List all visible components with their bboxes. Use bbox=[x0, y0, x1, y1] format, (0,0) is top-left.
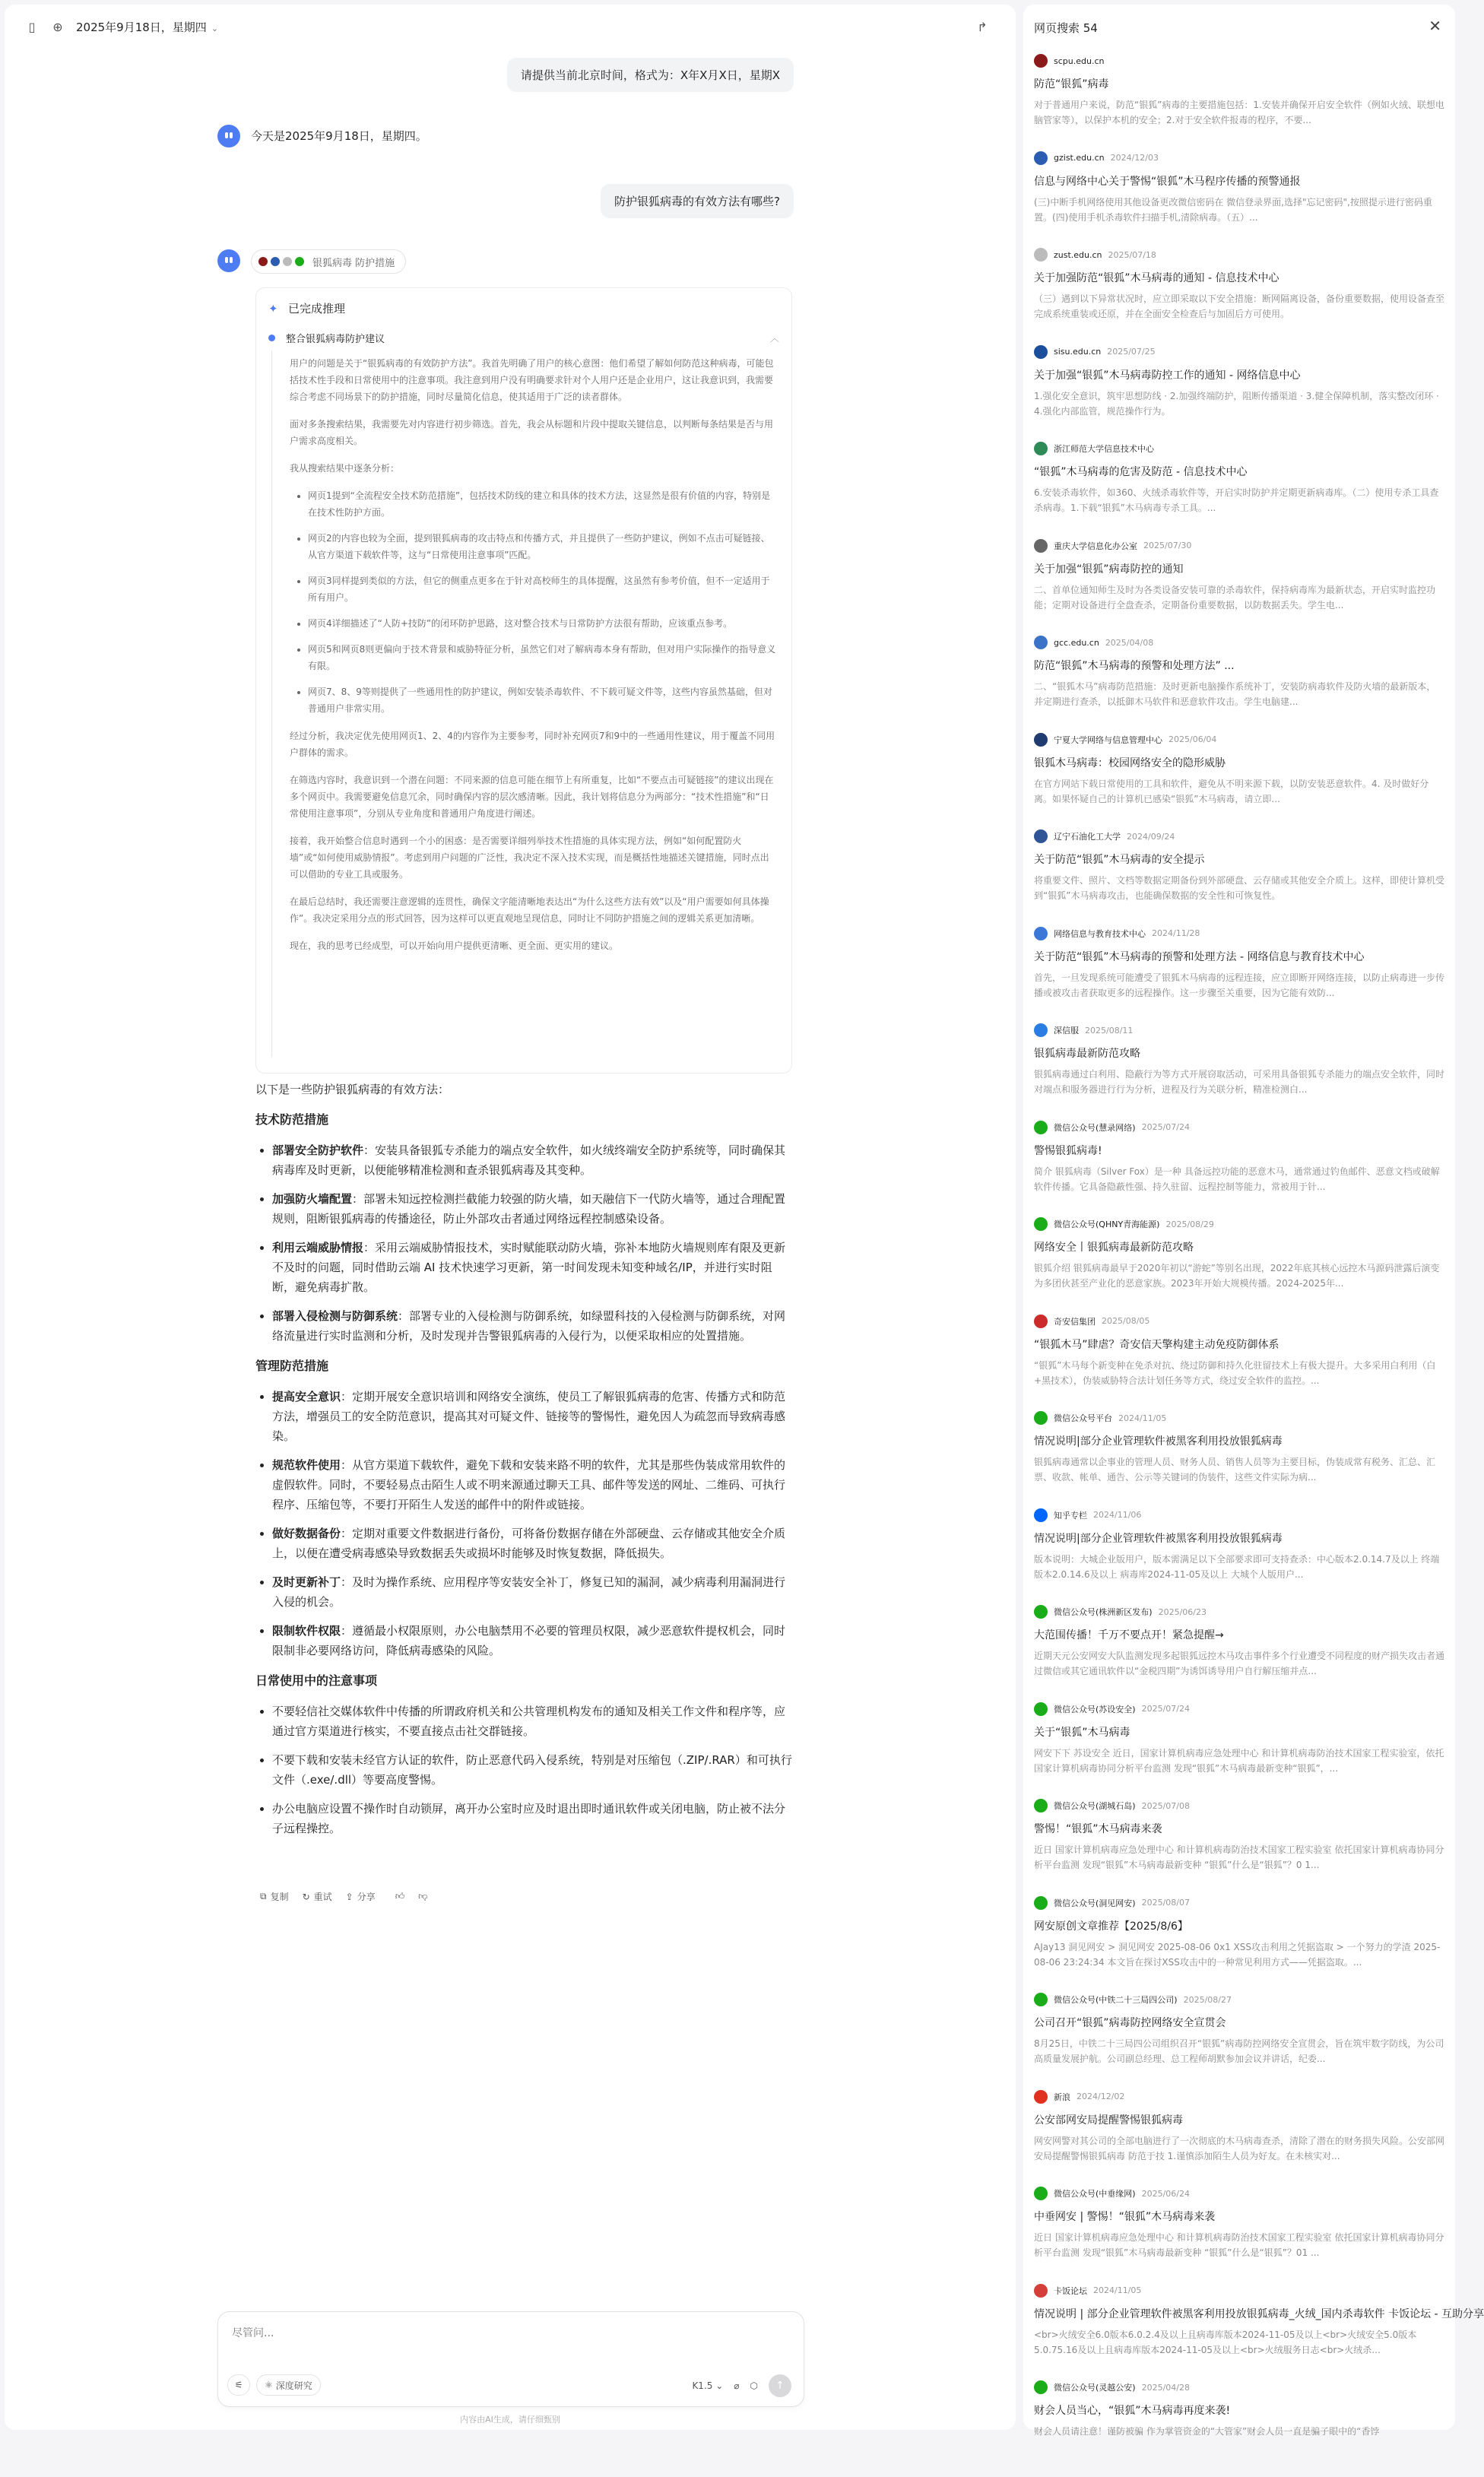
result-title[interactable]: 银狐病毒最新防范攻略 bbox=[1034, 1048, 1140, 1060]
result-snippet: 在官方网站下载日常使用的工具和软件，避免从不明来源下载，以防安装恶意软件。4. 及时做好分离。如果怀疑自己的计算机已感染“银狐”木马病毒，请立即... bbox=[1034, 778, 1429, 804]
result-date: 2024/12/02 bbox=[1077, 2092, 1125, 2101]
result-meta bbox=[1034, 926, 1444, 941]
site-favicon-icon bbox=[1034, 2380, 1048, 2394]
reasoning-paragraph: 在筛选内容时，我意识到一个潜在问题：不同来源的信息可能在细节上有所重复，比如“不要点击可疑链接”的建议出现在多个网页中。我需要避免信息冗余，同时确保内容的层次感清晰。因此，我计划将信息分为两部分：“技术性措施”和“日常使用注意事项”，分别从专业角度和普通用户角度进行阐述。 bbox=[290, 775, 774, 819]
item-text: ：遵循最小权限原则，办公电脑禁用不必要的管理员权限，减少恶意软件提权机会，同时限制非必要网络访问，降低病毒感染的风险。 bbox=[272, 1624, 786, 1657]
result-title[interactable]: 公司召开“银狐”病毒防控网络安全宣贯会 bbox=[1034, 2017, 1226, 2029]
answer-list-item: • 不要下载和安装未经官方认证的软件，防止恶意代码入侵系统，特别是对压缩包（.ZIP/.RAR）和可执行文件（.exe/.dll）等要高度警惕。 bbox=[272, 1750, 792, 1790]
site-favicon-icon bbox=[1034, 1508, 1048, 1522]
item-text: ：及时为操作系统、应用程序等安装安全补丁，修复已知的漏洞，减少病毒利用漏洞进行入侵的机会。 bbox=[272, 1575, 786, 1609]
reasoning-list-item: • 网页2的内容也较为全面，提到银狐病毒的攻击特点和传播方式，并且提供了一些防护建议，例如不点击可疑链接、从官方渠道下载软件等，这与“日常使用注意事项”匹配。 bbox=[308, 530, 776, 563]
result-date: 2025/08/07 bbox=[1141, 1898, 1190, 1908]
result-site: 微信公众号(灵越公安) bbox=[1054, 2383, 1136, 2393]
result-meta bbox=[1034, 1314, 1444, 1329]
search-result-item[interactable] bbox=[1034, 1410, 1444, 1508]
result-meta bbox=[1034, 1508, 1444, 1523]
result-meta bbox=[1034, 829, 1444, 844]
result-date: 2025/07/08 bbox=[1141, 1800, 1190, 1811]
result-site: 辽宁石油化工大学 bbox=[1054, 832, 1121, 842]
result-title[interactable]: 关于加强“银狐”木马病毒防控工作的通知 - 网络信息中心 bbox=[1034, 369, 1301, 382]
result-snippet: <br>火绒安全6.0版本6.0.2.4及以上且病毒库版本2024-11-05及以上<br>火绒安全5.0版本5.0.75.16及以上且病毒库版本2024-11-05及以上<br>火绒服务日志<br>火绒杀... bbox=[1034, 2329, 1417, 2355]
reasoning-paragraph: 在最后总结时，我还需要注意逻辑的连贯性，确保文字能清晰地表达出“为什么这些方法有效”以及“用户需要如何具体操作”。我决定采用分点的形式回答，因为这样可以更直观地呈现信息，同时让不同防护措施之间的逻辑关系更加清晰。 bbox=[290, 896, 769, 924]
result-site: scpu.edu.cn bbox=[1054, 56, 1105, 66]
reasoning-list-item: • 网页5和网页8则更偏向于技术背景和威胁特征分析，虽然它们对了解病毒本身有帮助，但对用户实际操作的指导意义有限。 bbox=[308, 641, 776, 674]
search-result-item[interactable] bbox=[1034, 1314, 1444, 1411]
result-title[interactable]: 财会人员当心，“银狐”木马病毒再度来袭! bbox=[1034, 2405, 1231, 2417]
result-date: 2025/06/23 bbox=[1158, 1606, 1207, 1617]
result-meta bbox=[1034, 2283, 1444, 2298]
item-text: ：从官方渠道下载软件，避免下载和安装来路不明的软件，尤其是那些伪装成常用软件的虚假软件。同时，不要轻易点击陌生人或不明来源通过聊天工具、邮件等发送的网址、二维码、可执行程序、压缩包等，不要打开陌生人发送的邮件中的附件或链接。 bbox=[272, 1458, 786, 1511]
site-favicon-icon bbox=[1034, 54, 1048, 68]
site-favicon-icon bbox=[1034, 539, 1048, 553]
item-text: ：部署专业的入侵检测与防御系统，如绿盟科技的入侵检测与防御系统，对网络流量进行实时监测和分析，及时发现并告警银狐病毒的入侵行为，以便采取相应的处置措施。 bbox=[272, 1309, 786, 1343]
result-title[interactable]: 警惕银狐病毒! bbox=[1034, 1144, 1102, 1157]
result-snippet: 简介 银狐病毒（Silver Fox）是一种 具备远控功能的恶意木马，通常通过钓鱼邮件、恶意文档或破解软件传播。它具备隐蔽性强、持久驻留、远程控制等能力，常被用于针... bbox=[1034, 1166, 1440, 1192]
result-site: 浙江师范大学信息技术中心 bbox=[1054, 444, 1154, 454]
search-result-item[interactable] bbox=[1034, 1023, 1444, 1120]
reasoning-panel bbox=[255, 287, 792, 1074]
result-meta bbox=[1034, 1702, 1444, 1717]
result-meta bbox=[1034, 1992, 1444, 2007]
result-meta bbox=[1034, 151, 1444, 166]
source-favicon bbox=[270, 256, 281, 267]
search-results-panel bbox=[1023, 5, 1484, 2437]
chat-header bbox=[5, 5, 1016, 50]
result-meta bbox=[1034, 344, 1444, 360]
answer-intro: 以下是一些防护银狐病毒的有效方法： bbox=[255, 1083, 450, 1096]
chat-pane bbox=[5, 5, 1016, 2430]
reasoning-paragraph: 面对多条搜索结果，我需要先对内容进行初步筛选。首先，我会从标题和片段中提取关键信息，以判断每条结果是否与用户需求高度相关。 bbox=[290, 419, 774, 446]
item-heading: 提高安全意识 bbox=[272, 1390, 341, 1403]
answer-list bbox=[272, 1387, 792, 1660]
result-snippet: 网安网警对其公司的全部电脑进行了一次彻底的木马病毒查杀，清除了潜在的财务损失风险。公安部网安局提醒警惕银狐病毒 防范于技 1.谨慎添加陌生人员为好友。在未核实对... bbox=[1034, 2135, 1445, 2161]
prompt-input[interactable] bbox=[232, 2327, 764, 2339]
search-result-item[interactable] bbox=[1034, 151, 1444, 248]
answer-body bbox=[255, 1080, 792, 1847]
chevron-up-icon[interactable]: ︿ bbox=[769, 333, 779, 344]
result-title[interactable]: 警惕！“银狐”木马病毒来袭 bbox=[1034, 1823, 1162, 1835]
result-title[interactable]: 防范“银狐”木马病毒的预警和处理方法” ... bbox=[1034, 660, 1235, 672]
site-favicon-icon bbox=[1034, 442, 1048, 455]
answer-list-item bbox=[272, 1621, 792, 1660]
answer-list-item bbox=[272, 1140, 792, 1180]
section-heading: 技术防范措施 bbox=[255, 1112, 329, 1127]
reasoning-list-item: • 网页4详细描述了“人防+技防”的闭环防护思路，这对整合技术与日常防护方法很有帮助，应该重点参考。 bbox=[308, 615, 776, 632]
search-result-item[interactable] bbox=[1034, 1508, 1444, 1605]
result-title[interactable]: 关于加强“银狐”病毒防控的通知 bbox=[1034, 563, 1184, 576]
result-snippet: 银狐病毒通常以企事业的管理人员、财务人员、销售人员等为主要目标，伪装成常有税务、汇总、汇票、收款、帐单、通告、公示等关键词的伪装件，这些文件实际为病... bbox=[1034, 1457, 1436, 1483]
answer-list-item: • 不要轻信社交媒体软件中传播的所谓政府机关和公共管理机构发布的通知及相关工作文件和程序等，应通过官方渠道进行核实，不要直接点击社交群链接。 bbox=[272, 1702, 792, 1741]
item-heading: 利用云端威胁情报 bbox=[272, 1241, 364, 1254]
result-site: 卡饭论坛 bbox=[1054, 2285, 1087, 2296]
item-text: ：定期开展安全意识培训和网络安全演练，使员工了解银狐病毒的危害、传播方式和防范方法，增强员工的安全防范意识，提高其对可疑文件、链接等的警惕性，避免因人为疏忽而导致病毒感染。 bbox=[272, 1390, 786, 1443]
result-title[interactable]: 中垂网安 | 警惕！“银狐”木马病毒来袭 bbox=[1034, 2211, 1216, 2223]
sliders-icon: ⚟ bbox=[234, 2380, 243, 2390]
site-favicon-icon bbox=[1034, 2187, 1048, 2200]
item-heading: 及时更新补丁 bbox=[272, 1575, 341, 1589]
answer-list-item bbox=[272, 1189, 792, 1229]
retry-button[interactable] bbox=[303, 1890, 332, 1903]
result-meta bbox=[1034, 53, 1444, 68]
item-heading: 部署安全防护软件 bbox=[272, 1143, 364, 1157]
atom-icon: ⚛ bbox=[265, 2380, 273, 2390]
search-result-item[interactable] bbox=[1034, 1798, 1444, 1895]
result-title[interactable]: 公安部网安局提醒警惕银狐病毒 bbox=[1034, 2114, 1183, 2127]
sidebar-toggle-icon[interactable]: ▯ bbox=[28, 20, 36, 34]
result-snippet: 二、首单位通知师生及时为各类设备安装可靠的杀毒软件，保持病毒库为最新状态，开启实时监控功能；定期对设备进行全盘查杀，定期备份重要数据，以防数据丢失。学生电... bbox=[1034, 584, 1436, 611]
site-favicon-icon bbox=[1034, 2090, 1048, 2104]
search-result-item[interactable] bbox=[1034, 2186, 1444, 2283]
copy-label: 复制 bbox=[270, 1892, 289, 1902]
model-selector[interactable] bbox=[692, 2380, 723, 2391]
result-site: sisu.edu.cn bbox=[1054, 347, 1102, 357]
copy-button[interactable] bbox=[260, 1890, 289, 1903]
item-heading: 部署入侵检测与防御系统 bbox=[272, 1309, 398, 1323]
reasoning-paragraph: 经过分析，我决定优先使用网页1、2、4的内容作为主要参考，同时补充网页7和9中的一些通用性建议，用于覆盖不同用户群体的需求。 bbox=[290, 731, 775, 758]
site-favicon-icon bbox=[1034, 1605, 1048, 1619]
result-title[interactable]: 信息与网络中心关于警惕“银狐”木马程序传播的预警通报 bbox=[1034, 175, 1301, 188]
reasoning-paragraph: 现在，我的思考已经成型，可以开始向用户提供更清晰、更全面、更实用的建议。 bbox=[290, 940, 619, 951]
answer-list-item bbox=[272, 1455, 792, 1514]
search-result-item[interactable] bbox=[1034, 441, 1444, 538]
attach-icon[interactable]: ⌀ bbox=[734, 2380, 740, 2391]
result-snippet: AJay13 洞见网安 > 洞见网安 2025-08-06 0x1 XSS攻击利用之凭据盗取 > 一个努力的学渣 2025-08-06 23:24:34 本文旨在探讨XSS攻击中的一种常见利用方式——凭据盗取。... bbox=[1034, 1941, 1441, 1968]
result-snippet: 银狐病毒通过白利用、隐蔽行为等方式开展窃取活动，可采用具备银狐专杀能力的端点安全软件，同时对端点和服务器进行行为分析，进程及行为关联分析，精准检测白... bbox=[1034, 1069, 1445, 1095]
result-title[interactable]: 情况说明|部分企业管理软件被黑客利用投放银狐病毒 bbox=[1034, 1435, 1283, 1448]
search-result-item[interactable] bbox=[1034, 344, 1444, 442]
timeline-line bbox=[271, 350, 272, 1058]
answer-list-item: • 办公电脑应设置不操作时自动锁屏，离开办公室时应及时退出即时通讯软件或关闭电脑，防止被不法分子远程操控。 bbox=[272, 1799, 792, 1838]
bot-avatar bbox=[217, 249, 240, 272]
plugin-icon[interactable]: ⬡ bbox=[750, 2380, 758, 2391]
source-chip-label: 银狐病毒 防护措施 bbox=[312, 257, 395, 269]
result-site: 知乎专栏 bbox=[1054, 1510, 1087, 1521]
result-title[interactable]: 网安原创文章推荐【2025/8/6】 bbox=[1034, 1920, 1188, 1933]
result-date: 2025/07/18 bbox=[1108, 249, 1156, 260]
answer-list-item bbox=[272, 1387, 792, 1446]
result-snippet: 6.安装杀毒软件，如360、火绒杀毒软件等，开启实时防护并定期更新病毒库。（二）使用专杀工具查杀病毒。1.下载“银狐”木马病毒专杀工具。... bbox=[1034, 487, 1439, 513]
answer-list-item bbox=[272, 1524, 792, 1563]
retry-icon: ↻ bbox=[302, 1891, 310, 1902]
result-date: 2024/11/06 bbox=[1093, 1510, 1142, 1520]
item-text: ：采用云端威胁情报技术，实时赋能联动防火墙，弥补本地防火墙规则库有限及更新不及时的问题，同时借助云端 AI 技术快速学习更新，第一时间发现未知变种域名/IP，并进行实时阻断，避免病毒扩散。 bbox=[272, 1241, 786, 1294]
result-meta bbox=[1034, 2186, 1444, 2201]
result-title[interactable]: 防范“银狐”病毒 bbox=[1034, 78, 1109, 90]
item-heading: 限制软件权限 bbox=[272, 1624, 341, 1638]
reasoning-paragraph: 用户的问题是关于“银狐病毒的有效防护方法”。我首先明确了用户的核心意图：他们希望了解如何防范这种病毒，可能包括技术性手段和日常使用中的注意事项。我注意到用户没有明确要求针对个人用户还是企业用户，这让我意识到，我需要综合考虑不同场景下的防护措施，同时尽量简化信息，使其适用于广泛的读者群体。 bbox=[290, 358, 774, 402]
result-date: 2024/11/05 bbox=[1093, 2285, 1142, 2295]
result-snippet: (三)中断手机网络使用其他设备更改微信密码在 微信登录界面,选择"忘记密码",按照提示进行密码重置。(四)使用手机杀毒软件扫描手机,清除病毒。（五）... bbox=[1034, 196, 1432, 223]
answer-list-item bbox=[272, 1238, 792, 1297]
step-dot-icon bbox=[268, 335, 275, 341]
source-favicon bbox=[258, 256, 268, 267]
result-snippet: 首先，一旦发现系统可能遭受了银狐木马病毒的远程连接，应立即断开网络连接，以防止病毒进一步传播或被攻击者获取更多的远程操作。这一步骤至关重要，因为它能有效防... bbox=[1034, 972, 1445, 998]
result-meta bbox=[1034, 247, 1444, 262]
result-site: gcc.edu.cn bbox=[1054, 637, 1099, 648]
share-button[interactable] bbox=[346, 1890, 376, 1903]
close-icon[interactable]: ✕ bbox=[1429, 17, 1441, 35]
result-date: 2024/11/05 bbox=[1118, 1413, 1167, 1423]
result-meta bbox=[1034, 538, 1444, 553]
reasoning-paragraph: 接着，我开始整合信息时遇到一个小的困惑：是否需要详细列举技术性措施的具体实现方法，例如“如何配置防火墙”或“如何使用威胁情报”。考虑到用户问题的广泛性，我决定不深入技术实现，而是概括性地描述关键措施，同时点出可以借助的专业工具或服务。 bbox=[290, 836, 769, 880]
site-favicon-icon bbox=[1034, 733, 1048, 747]
site-favicon-icon bbox=[1034, 927, 1048, 940]
result-title[interactable]: 情况说明 | 部分企业管理软件被黑客利用投放银狐病毒_火绒_国内杀毒软件 卡饭论坛 - 互助分享 bbox=[1034, 2307, 1484, 2320]
result-meta bbox=[1034, 635, 1444, 650]
site-favicon-icon bbox=[1034, 1023, 1048, 1037]
site-favicon-icon bbox=[1034, 1702, 1048, 1716]
result-date: 2025/08/27 bbox=[1183, 1994, 1232, 2005]
send-button[interactable] bbox=[769, 2374, 791, 2397]
ai-disclaimer: 内容由AI生成，请仔细甄别 bbox=[460, 2415, 560, 2425]
source-favicon bbox=[294, 256, 305, 267]
message-actions bbox=[260, 1890, 427, 1903]
search-result-item[interactable] bbox=[1034, 538, 1444, 636]
reasoning-status: 已完成推理 bbox=[288, 302, 346, 316]
reasoning-text bbox=[290, 355, 776, 965]
result-snippet: 版本说明：大城企业版用户，版本需满足以下全部要求即可支持查杀：中心版本2.0.14.7及以上 终端版本2.0.14.6及以上 病毒库2024-11-05及以上 大城个人版用户... bbox=[1034, 1553, 1440, 1580]
item-text: ：定期对重要文件数据进行备份，可将备份数据存储在外部硬盘、云存储或其他安全介质上，以便在遭受病毒感染导致数据丢失或损坏时能够及时恢复数据，降低损失。 bbox=[272, 1527, 786, 1560]
reasoning-list-item: • 网页1提到“全流程安全技术防范措施”，包括技术防线的建立和具体的技术方法，这显然是很有价值的内容，特别是在技术性防护方面。 bbox=[308, 487, 776, 521]
result-date: 2025/04/28 bbox=[1141, 2382, 1190, 2393]
result-snippet: 二、“银狐木马”病毒防范措施：及时更新电脑操作系统补丁，安装防病毒软件及防火墙的最新版本，并定期进行查杀，以抵御木马软件和恶意软件攻击。学生电脑建... bbox=[1034, 681, 1436, 707]
search-result-item[interactable] bbox=[1034, 2283, 1484, 2380]
retry-label: 重试 bbox=[313, 1892, 332, 1902]
result-site: 微信公众号(QHNY青海能源) bbox=[1054, 1219, 1160, 1229]
search-result-item[interactable] bbox=[1034, 1216, 1444, 1314]
site-favicon-icon bbox=[1034, 1121, 1048, 1134]
result-meta bbox=[1034, 2380, 1444, 2395]
result-site: zust.edu.cn bbox=[1054, 249, 1102, 260]
site-favicon-icon bbox=[1034, 151, 1048, 165]
thumbs-up-icon[interactable]: 👍︎ bbox=[395, 1891, 405, 1901]
search-result-item[interactable] bbox=[1034, 2089, 1444, 2187]
reasoning-header[interactable] bbox=[268, 300, 345, 316]
result-date: 2025/06/24 bbox=[1141, 2188, 1190, 2199]
result-title[interactable]: 关于“银狐”木马病毒 bbox=[1034, 1726, 1130, 1739]
reasoning-list bbox=[308, 487, 776, 717]
result-snippet: 财会人员请注意！谨防被骗 作为掌管资金的“大管家”财会人员一直是骗子眼中的“香饽 bbox=[1034, 2426, 1380, 2437]
bot-avatar bbox=[217, 125, 240, 147]
search-panel-title: 网页搜索 54 bbox=[1034, 21, 1098, 35]
answer-list-item bbox=[272, 1306, 792, 1346]
result-meta bbox=[1034, 1798, 1444, 1813]
conversation-title-text: 2025年9月18日，星期四 bbox=[76, 21, 207, 34]
result-title[interactable]: 关于防范“银狐”木马病毒的预警和处理方法 - 网络信息与教育技术中心 bbox=[1034, 950, 1365, 963]
result-date: 2025/08/05 bbox=[1102, 1316, 1150, 1326]
result-date: 2024/09/24 bbox=[1127, 831, 1175, 842]
site-favicon-icon bbox=[1034, 1896, 1048, 1910]
answer-list bbox=[272, 1140, 792, 1346]
result-snippet: 近期天元公安网安大队监测发现多起银狐远控木马攻击事件多个行业遭受不同程度的财产损失攻击者通过微信或其它通讯软件以“金税四期”为诱饵诱导用户自行解压缩并点... bbox=[1034, 1651, 1445, 1676]
site-favicon-icon bbox=[1034, 345, 1048, 359]
answer-list-item bbox=[272, 1572, 792, 1612]
lightbulb-icon: ✦ bbox=[268, 301, 278, 316]
reasoning-step[interactable] bbox=[268, 331, 779, 345]
result-site: 奇安信集团 bbox=[1054, 1316, 1096, 1327]
result-title[interactable]: 情况说明|部分企业管理软件被黑客利用投放银狐病毒 bbox=[1034, 1532, 1283, 1545]
result-site: 微信公众号(中垂缘网) bbox=[1054, 2189, 1136, 2199]
result-snippet: “银狐”木马每个新变种在免杀对抗、绕过防御和持久化驻留技术上有极大提升。大多采用白利用（白+黑技术），伪装威胁特合法计划任务等方式，绕过安全软件的监控。... bbox=[1034, 1359, 1436, 1386]
result-snippet: 8月25日，中铁二十三局四公司组织召开“银狐”病毒防控网络安全宣贯会，旨在筑牢数字防线，为公司高质量发展护航。公司副总经理、总工程师胡默参加会议并讲话，纪委... bbox=[1034, 2038, 1444, 2064]
result-site: 微信公众号(株洲新区发布) bbox=[1054, 1607, 1153, 1617]
reasoning-list-item: • 网页7、8、9等则提供了一些通用性的防护建议，例如安装杀毒软件、不下载可疑文件等，这些内容虽然基础，但对普通用户非常实用。 bbox=[308, 683, 776, 717]
source-favicon bbox=[282, 256, 293, 267]
site-favicon-icon bbox=[1034, 2284, 1048, 2298]
new-chat-icon[interactable]: ⊕ bbox=[52, 20, 63, 34]
chevron-down-icon: ⌄ bbox=[211, 24, 219, 33]
result-meta bbox=[1034, 1895, 1444, 1911]
result-title[interactable]: 关于防范“银狐”木马病毒的安全提示 bbox=[1034, 854, 1205, 866]
deep-research-button[interactable] bbox=[256, 2374, 321, 2396]
site-favicon-icon bbox=[1034, 248, 1048, 262]
result-site: 网络信息与教育技术中心 bbox=[1054, 928, 1146, 939]
search-results-list bbox=[1034, 53, 1484, 2477]
result-site: 微信公众号(慧录网络) bbox=[1054, 1122, 1136, 1133]
result-site: 微信公众号平台 bbox=[1054, 1413, 1112, 1423]
result-snippet: 近日 国家计算机病毒应急处理中心 和计算机病毒防治技术国家工程实验室 依托国家计算机病毒协同分析平台监测 发现“银狐”木马病毒最新变种 “银狐”什么是“银狐”？01 ... bbox=[1034, 2232, 1444, 2258]
site-favicon-icon bbox=[1034, 1799, 1048, 1813]
result-title[interactable]: “银狐木马”肆虐？奇安信天擎构建主动免疫防御体系 bbox=[1034, 1338, 1279, 1351]
result-site: 新浪 bbox=[1054, 2092, 1070, 2102]
share-label: 分享 bbox=[357, 1892, 376, 1902]
reasoning-step-title: 整合银狐病毒防护建议 bbox=[286, 334, 385, 345]
result-site: 重庆大学信息化办公室 bbox=[1054, 541, 1137, 551]
result-date: 2025/07/30 bbox=[1143, 541, 1192, 550]
result-title[interactable]: “银狐”木马病毒的危害及防范 - 信息技术中心 bbox=[1034, 466, 1248, 478]
search-result-item[interactable] bbox=[1034, 1992, 1444, 2089]
result-site: 微信公众号(湖城石岛) bbox=[1054, 1801, 1136, 1811]
section-heading: 管理防范措施 bbox=[255, 1359, 329, 1373]
result-title[interactable]: 大范围传播！千万不要点开！紧急提醒→ bbox=[1034, 1629, 1224, 1641]
user-message: 请提供当前北京时间，格式为：X年X月X日，星期X bbox=[507, 58, 794, 92]
result-title[interactable]: 关于加强防范“银狐”木马病毒的通知 - 信息技术中心 bbox=[1034, 272, 1279, 284]
reasoning-paragraph: 我从搜索结果中逐条分析： bbox=[290, 463, 400, 474]
result-site: 宁夏大学网络与信息管理中心 bbox=[1054, 734, 1162, 745]
result-meta bbox=[1034, 732, 1444, 747]
item-text: ：部署未知远控检测拦截能力较强的防火墙，如天融信下一代防火墙等，通过合理配置规则，阻断银狐病毒的传播途径，防止外部攻击者通过网络远程控制感染设备。 bbox=[272, 1192, 786, 1226]
deep-research-label: 深度研究 bbox=[275, 2380, 312, 2391]
result-date: 2024/11/28 bbox=[1152, 928, 1200, 938]
result-snippet: 近日 国家计算机病毒应急处理中心 和计算机病毒防治技术国家工程实验室 依托国家计算机病毒协同分析平台监测 发现“银狐”木马病毒最新变种 “银狐”什么是“银狐”？0 1... bbox=[1034, 1844, 1444, 1870]
item-heading: 做好数据备份 bbox=[272, 1527, 341, 1540]
result-date: 2025/07/24 bbox=[1141, 1704, 1190, 1714]
result-date: 2025/07/25 bbox=[1107, 347, 1156, 357]
search-result-item[interactable] bbox=[1034, 829, 1444, 926]
section-heading: 日常使用中的注意事项 bbox=[255, 1673, 378, 1688]
result-site: 微信公众号(苏设安全) bbox=[1054, 1704, 1136, 1714]
result-meta bbox=[1034, 2089, 1444, 2104]
result-date: 2025/08/29 bbox=[1165, 1219, 1214, 1229]
search-result-item[interactable] bbox=[1034, 1895, 1444, 1993]
item-text: ：安装具备银狐专杀能力的端点安全软件，如火绒终端安全防护系统等，同时确保其病毒库及时更新，以便能够精准检测和查杀银狐病毒及其变种。 bbox=[272, 1143, 786, 1177]
result-date: 2025/06/04 bbox=[1168, 734, 1217, 744]
search-result-item[interactable] bbox=[1034, 1702, 1444, 1799]
search-result-item[interactable] bbox=[1034, 247, 1444, 344]
user-message: 防护银狐病毒的有效方法有哪些? bbox=[601, 184, 794, 218]
search-result-item[interactable] bbox=[1034, 732, 1444, 829]
result-snippet: 对于普通用户来说，防范“银狐”病毒的主要措施包括：1.安装并确保开启安全软件（例如火绒、联想电脑管家等），以保护本机的安全；2.对于安全软件报毒的程序，不要... bbox=[1034, 100, 1444, 125]
model-label: K1.5 bbox=[692, 2380, 713, 2391]
answer-list bbox=[272, 1702, 792, 1838]
result-snippet: （三）遇到以下异常状况时，应立即采取以下安全措施：断网隔离设备，备份重要数据，使用设备查至完成系统重装或还原，并在全面安全检查后与加固后方可使用。 bbox=[1034, 293, 1445, 319]
search-result-item[interactable] bbox=[1034, 53, 1444, 151]
result-date: 2025/07/24 bbox=[1141, 1122, 1190, 1132]
search-sources-chip[interactable] bbox=[251, 249, 406, 274]
arrow-up-icon: ↑ bbox=[775, 2380, 785, 2392]
copy-icon: ⧉ bbox=[260, 1891, 267, 1901]
site-favicon-icon bbox=[1034, 829, 1048, 843]
result-date: 2025/04/08 bbox=[1105, 637, 1154, 648]
result-meta bbox=[1034, 1120, 1444, 1135]
site-favicon-icon bbox=[1034, 1993, 1048, 2006]
result-snippet: 网安下下 苏设安全 近日，国家计算机病毒应急处理中心 和计算机病毒防治技术国家工程实验室，依托国家计算机病毒协同分析平台监测 发现“银狐”木马病毒最新变种“银狐”，... bbox=[1034, 1747, 1444, 1774]
result-site: 微信公众号(中铁二十三局四公司) bbox=[1054, 1995, 1178, 2005]
bot-message: 今天是2025年9月18日，星期四。 bbox=[251, 129, 427, 143]
result-snippet: 1.强化安全意识，筑牢思想防线 · 2.加强终端防护，阻断传播渠道 · 3.健全保障机制，落实整改闭环 · 4.强化内部监管，规范操作行为。 bbox=[1034, 390, 1439, 417]
result-site: gzist.edu.cn bbox=[1054, 153, 1105, 163]
reasoning-list-item: • 网页3同样提到类似的方法，但它的侧重点更多在于针对高校师生的具体提醒，这虽然有参考价值，但不一定适用于所有用户。 bbox=[308, 572, 776, 606]
thumbs-down-icon[interactable]: 👎︎ bbox=[418, 1891, 428, 1901]
result-meta bbox=[1034, 441, 1444, 456]
result-date: 2024/12/03 bbox=[1110, 153, 1159, 163]
search-result-item[interactable] bbox=[1034, 1120, 1444, 1217]
result-title[interactable]: 网络安全丨银狐病毒最新防范攻略 bbox=[1034, 1242, 1194, 1254]
result-site: 深信服 bbox=[1054, 1026, 1079, 1036]
share-icon[interactable]: ↱ bbox=[977, 20, 988, 34]
result-date: 2025/08/11 bbox=[1085, 1025, 1134, 1036]
site-favicon-icon bbox=[1034, 1411, 1048, 1425]
tools-button[interactable] bbox=[227, 2374, 250, 2396]
site-favicon-icon bbox=[1034, 636, 1048, 649]
conversation-title[interactable] bbox=[76, 19, 218, 35]
search-result-item[interactable] bbox=[1034, 635, 1444, 732]
chevron-down-icon: ⌄ bbox=[715, 2380, 724, 2391]
search-result-item[interactable] bbox=[1034, 2380, 1444, 2477]
item-heading: 加强防火墙配置 bbox=[272, 1192, 353, 1206]
result-meta bbox=[1034, 1410, 1444, 1426]
share-icon: ⇪ bbox=[345, 1891, 354, 1902]
item-heading: 规范软件使用 bbox=[272, 1458, 341, 1472]
result-site: 微信公众号(洞见网安) bbox=[1054, 1898, 1136, 1908]
site-favicon-icon bbox=[1034, 1217, 1048, 1231]
result-title[interactable]: 银狐木马病毒：校园网络安全的隐形威胁 bbox=[1034, 756, 1226, 769]
composer-right-controls bbox=[692, 2374, 791, 2397]
result-snippet: 将重要文件、照片、文档等数据定期备份到外部硬盘、云存储或其他安全介质上。这样，即使计算机受到“银狐”木马病毒攻击，也能确保数据的安全性和可恢复性。 bbox=[1034, 875, 1445, 901]
search-result-item[interactable] bbox=[1034, 926, 1444, 1023]
composer bbox=[217, 2311, 804, 2407]
result-meta bbox=[1034, 1216, 1444, 1232]
search-result-item[interactable] bbox=[1034, 1604, 1444, 1702]
result-meta bbox=[1034, 1604, 1444, 1619]
site-favicon-icon bbox=[1034, 1315, 1048, 1328]
result-meta bbox=[1034, 1023, 1444, 1038]
result-snippet: 银狐介绍 银狐病毒最早于2020年初以“游蛇”等别名出现，2022年底其核心远控木马源码泄露后演变为多团伙甚至产业化的恶意家族。2023年开始大规模传播。2024-2025年... bbox=[1034, 1263, 1440, 1289]
